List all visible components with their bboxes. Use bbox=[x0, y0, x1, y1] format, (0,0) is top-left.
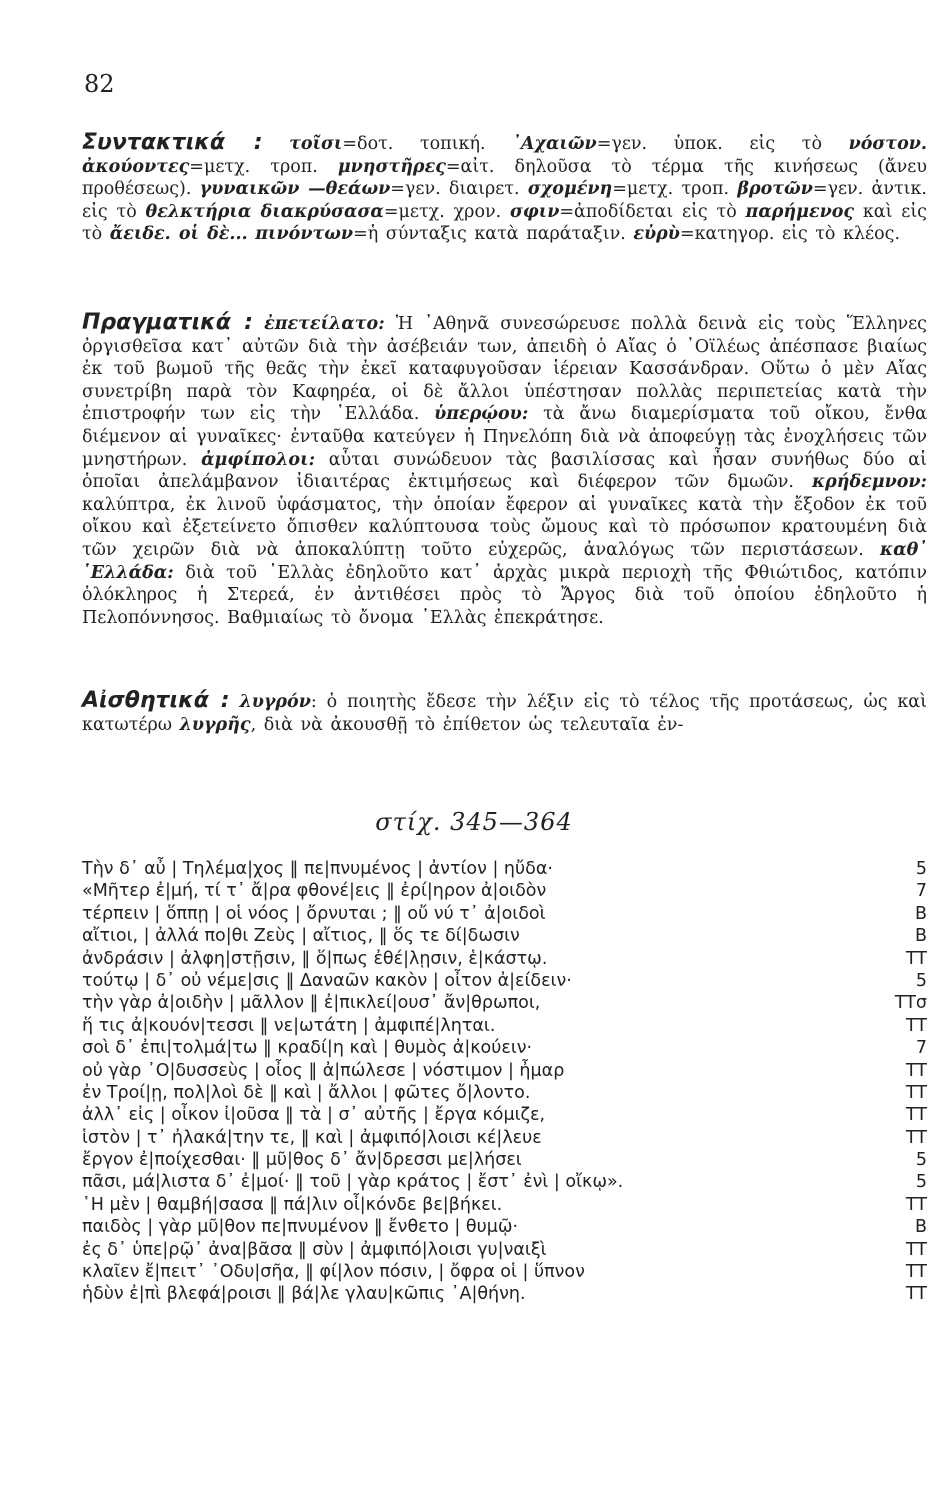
note-text: διὰ τοῦ ῾Ελλὰς ἐδηλοῦτο κατ᾿ ἀρχὰς μικρὰ περιοχὴ τῆς Φθιώτιδος, κατόπιν ὁλόκληρος ἡ Στερεά, ἐν ἀντιθέσει πρὸς τὸ Ἄργος διὰ τοῦ ὁποίου ἐδηλοῦτο ἡ Πελοπόννησος. Βαθμιαίως τὸ ὄνομα ῾Ελλὰς ἐπεκράτησε. bbox=[82, 562, 927, 628]
note-text: αὗται συνώδευον τὰς βασιλίσσας καὶ ἦσαν συνήθως δύο αἱ ὁποῖαι ἀπελάμβανον ἰδιαιτέρας ἐκτιμήσεως καὶ διέφερον τῶν δμωῶν. bbox=[82, 449, 927, 493]
verse-line bbox=[82, 1261, 927, 1283]
verse-text: ἐς δ᾿ ὑπε|ρῷ᾿ ἀνα|βᾶσα ‖ σὺν | ἀμφιπό|λοισι γυ|ναιξὶ bbox=[82, 1239, 547, 1260]
verse-text: αἴτιοι, | ἀλλά πο|θι Ζεὺς | αἴτιος, ‖ ὅς τε δί|δωσιν bbox=[82, 926, 520, 947]
verse-scansion-code: TT bbox=[905, 1194, 927, 1215]
note-text: =μετχ. τροπ. bbox=[612, 179, 738, 200]
aesthetic-heading: Αἰσθητικά : bbox=[82, 688, 230, 713]
term: ἄειδε. οἱ δὲ... bbox=[109, 224, 248, 245]
verse-scansion-code: 5 bbox=[915, 859, 927, 879]
verse-scansion-code: TTσ bbox=[894, 993, 927, 1014]
verse-text: Τὴν δ᾿ αὖ | Τηλέμα|χος ‖ πε|πνυμένος | ἀντίον | ηὔδα· bbox=[82, 859, 553, 879]
verse-text: ἥ τις ἀ|κουόν|τεσσι ‖ νε|ωτάτη | ἀμφιπέ|ληται. bbox=[82, 1015, 496, 1036]
verse-scansion-code: TT bbox=[905, 1105, 927, 1126]
verse-scansion-code: TT bbox=[905, 1015, 927, 1036]
term: τοῖσι bbox=[289, 134, 343, 154]
verse-line bbox=[82, 880, 927, 902]
verse-text: κλαῖεν ἔ|πειτ᾿ ᾿Οδυ|σῆα, ‖ φί|λον πόσιν, | ὄφρα οἱ | ὕπνον bbox=[82, 1262, 585, 1283]
verse-scansion-code: 5 bbox=[915, 970, 927, 991]
verse-line bbox=[82, 858, 927, 880]
term: μνηστῆρες bbox=[337, 156, 446, 177]
verse-scansion-code: B bbox=[914, 926, 927, 947]
verse-scansion-code: TT bbox=[905, 1082, 927, 1103]
verse-line bbox=[82, 1194, 927, 1216]
verses-title: στίχ. 345—364 bbox=[375, 808, 573, 836]
verse-line bbox=[82, 1104, 927, 1126]
factual-heading: Πραγματικά : bbox=[82, 310, 253, 335]
note-text: =μετχ. χρον. bbox=[383, 201, 510, 222]
verse-line bbox=[82, 1082, 927, 1104]
term: παρήμενος bbox=[745, 201, 855, 222]
note-text: =ἀποδίδεται εἰς τὸ bbox=[559, 201, 746, 222]
verse-text: ῾Η μὲν | θαμβή|σασα ‖ πά|λιν οἶ|κόνδε βε|βήκει. bbox=[82, 1194, 503, 1215]
factual-notes bbox=[82, 312, 927, 629]
verse-text: σοὶ δ᾿ ἐπι|τολμά|τω ‖ κραδί|η καὶ | θυμὸς ἀ|κούειν· bbox=[82, 1038, 533, 1059]
aesthetic-notes bbox=[82, 690, 927, 736]
verse-line bbox=[82, 1127, 927, 1149]
verse-line bbox=[82, 992, 927, 1014]
verse-line bbox=[82, 1239, 927, 1261]
verse-scansion-code: 7 bbox=[915, 881, 927, 902]
note-text: καλύπτρα, ἐκ λινοῦ ὑφάσματος, τὴν ὁποίαν ἔφερον αἱ γυναῖκες κατὰ τὴν ἔξοδον ἐκ τοῦ οἴκου καὶ ἐξετείνετο ὄπισθεν καλύπτουσα τοὺς ὤμους καὶ τὸ πρόσωπον κρατουμένη διὰ τῶν χειρῶν διὰ νὰ ἀποκαλύπτῃ τοῦτο εὐχερῶς, ἀναλόγως τῶν περιστάσεων. bbox=[82, 494, 927, 560]
verse-text: τούτῳ | δ᾿ οὐ νέμε|σις ‖ Δαναῶν κακὸν | οἶτον ἀ|είδειν· bbox=[82, 970, 572, 991]
verse-text: «Μῆτερ ἐ|μή, τί τ᾿ ἄ|ρα φθονέ|εις ‖ ἐρί|ηρον ἀ|οιδὸν bbox=[82, 881, 547, 902]
page-number: 82 bbox=[84, 70, 115, 98]
verse-text: ἐν Τροί|ῃ, πολ|λοὶ δὲ ‖ καὶ | ἄλλοι | φῶτες ὄ|λοντο. bbox=[82, 1082, 531, 1103]
verse-line bbox=[82, 1283, 927, 1305]
verse-scansion-code: TT bbox=[905, 1239, 927, 1260]
verse-line bbox=[82, 1171, 927, 1193]
term: νόστον. bbox=[848, 134, 927, 154]
term: ὑπερῴου: bbox=[434, 404, 529, 425]
term: κρήδεμνον: bbox=[811, 472, 927, 493]
verse-line bbox=[82, 1060, 927, 1082]
verse-line bbox=[82, 1015, 927, 1037]
note-text: =αἰτ. δηλοῦσα τὸ τέρμα τῆς κινήσεως (ἄνευ προθέσεως). bbox=[82, 156, 927, 200]
verse-text: τὴν γὰρ ἀ|οιδὴν | μᾶλλον ‖ ἐ|πικλεί|ουσ᾿ ἄν|θρωποι, bbox=[82, 993, 541, 1014]
syntax-notes bbox=[82, 132, 927, 246]
verse-text: ἱστὸν | τ᾿ ἠλακά|την τε, ‖ καὶ | ἀμφιπό|λοισι κέ|λευε bbox=[82, 1127, 542, 1148]
term: ἀκούοντες bbox=[82, 156, 190, 177]
term: βροτῶν bbox=[737, 179, 813, 200]
note-text: καὶ εἰς τὸ bbox=[82, 201, 927, 245]
term: λυγρῆς bbox=[179, 714, 251, 735]
term: ἐπετείλατο: bbox=[264, 314, 385, 334]
verse-line bbox=[82, 970, 927, 992]
verse-line bbox=[82, 1149, 927, 1171]
term: θελκτήρια διακρύσασα bbox=[145, 201, 384, 222]
term: ἀμφίπολοι: bbox=[201, 449, 316, 470]
verse-line bbox=[82, 903, 927, 925]
note-text: =γεν. ὑποκ. εἰς τὸ bbox=[596, 134, 849, 154]
note-text: , διὰ νὰ ἀκουσθῇ τὸ ἐπίθετον ὡς τελευταῖα ἐν- bbox=[250, 714, 684, 735]
term: ᾿Αχαιῶν bbox=[512, 134, 597, 154]
verse-text: ἡδὺν ἐ|πὶ βλεφά|ροισι ‖ βά|λε γλαυ|κῶπις ᾿Α|θήνη. bbox=[82, 1284, 526, 1305]
verse-scansion-code: TT bbox=[905, 1127, 927, 1148]
verse-scansion-code: TT bbox=[905, 1060, 927, 1081]
note-text: =μετχ. τροπ. bbox=[189, 156, 338, 177]
term: σφιν bbox=[509, 201, 560, 222]
verse-line bbox=[82, 925, 927, 947]
note-text: : ὁ ποιητὴς ἔδεσε τὴν λέξιν εἰς τὸ τέλος τῆς προτάσεως, ὡς καὶ κατωτέρω bbox=[82, 692, 927, 735]
verse-text: πᾶσι, μά|λιστα δ᾿ ἐ|μοί· ‖ τοῦ | γὰρ κράτος | ἔστ᾿ ἐνὶ | οἴκῳ». bbox=[82, 1172, 624, 1193]
note-text: =γεν. ἀντικ. εἰς τὸ bbox=[82, 179, 927, 222]
verse-scansion-code: TT bbox=[905, 948, 927, 969]
note-text: τὰ ἄνω διαμερίσματα τοῦ οἴκου, ἔνθα διέμενον αἱ γυναῖκες· ἐνταῦθα κατεύγεν ἡ Πηνελόπη διὰ νὰ ἀποφεύγῃ τὰς ἐνοχλήσεις τῶν μνηστήρων. bbox=[82, 404, 927, 470]
verse-scansion-code: TT bbox=[905, 1262, 927, 1283]
verse-text: τέρπειν | ὅππῃ | οἱ νόος | ὄρνυται ; ‖ οὔ νύ τ᾿ ἀ|οιδοὶ bbox=[82, 903, 546, 924]
verse-block bbox=[82, 858, 927, 1306]
note-text: =κατηγορ. εἰς τὸ κλέος. bbox=[679, 224, 901, 245]
verse-text: ἀνδράσιν | ἀλφη|στῇσιν, ‖ ὅ|πως ἐθέ|λῃσιν, ἑ|κάστῳ. bbox=[82, 948, 548, 969]
verse-text: ἀλλ᾿ εἰς | οἶκον ἰ|οῦσα ‖ τὰ | σ᾿ αὐτῆς | ἔργα κόμιζε, bbox=[82, 1105, 546, 1126]
syntax-heading: Συντακτικά : bbox=[82, 130, 263, 155]
verse-text: ἔργον ἐ|ποίχεσθαι· ‖ μῦ|θος δ᾿ ἄν|δρεσσι με|λήσει bbox=[82, 1150, 522, 1171]
factual-body bbox=[82, 314, 927, 628]
verse-text: οὐ γὰρ ᾿Ο|δυσσεὺς | οἶος ‖ ἀ|πώλεσε | νόστιμον | ἦμαρ bbox=[82, 1060, 565, 1081]
verse-scansion-code: 7 bbox=[915, 1038, 927, 1059]
verse-line bbox=[82, 1037, 927, 1059]
verse-text: παιδὸς | γὰρ μῦ|θον πε|πνυμένον ‖ ἔνθετο | θυμῷ· bbox=[82, 1217, 519, 1238]
verse-line bbox=[82, 948, 927, 970]
note-text: =ἡ σύνταξις κατὰ παράταξιν. bbox=[353, 224, 634, 245]
term: καθ᾿ ῾Ελλάδα: bbox=[82, 539, 927, 583]
verse-scansion-code: B bbox=[914, 1217, 927, 1238]
verse-scansion-code: TT bbox=[905, 1284, 927, 1305]
note-text: =γεν. διαιρετ. bbox=[390, 179, 528, 200]
note-text: =δοτ. τοπική. bbox=[342, 134, 513, 154]
term: πινόντων bbox=[255, 224, 354, 245]
term: εὐρὺ bbox=[633, 224, 680, 245]
verse-scansion-code: 5 bbox=[915, 1150, 927, 1171]
verse-scansion-code: B bbox=[914, 903, 927, 924]
term: γυναικῶν —θεάων bbox=[199, 179, 391, 200]
note-text: Ἡ ᾿Αθηνᾶ συνεσώρευσε πολλὰ δεινὰ εἰς τοὺς Ἕλληνες ὀργισθεῖσα κατ᾿ αὐτῶν διὰ τὴν ἀσέβειάν των, ἀπειδὴ ὁ Αἴας ὁ ᾿Οϊλέως ἀπέσπασε βιαίως ἐκ τοῦ βωμοῦ τῆς θεᾶς τὴν ἐκεῖ καταφυγοῦσαν ἱέρειαν Κασσάνδραν. Οὕτω ὁ μὲν Αἴας συνετρίβη παρὰ τὸν Καφηρέα, οἱ δὲ ἄλλοι ὑπέστησαν πολλὰς περιπετείας κατὰ τὴν ἐπιστροφήν των εἰς τὴν ῾Ελλάδα. bbox=[82, 314, 927, 425]
term: σχομένη bbox=[527, 179, 613, 200]
verse-line bbox=[82, 1216, 927, 1238]
term: λυγρόν bbox=[239, 692, 311, 712]
verse-scansion-code: 5 bbox=[915, 1172, 927, 1193]
